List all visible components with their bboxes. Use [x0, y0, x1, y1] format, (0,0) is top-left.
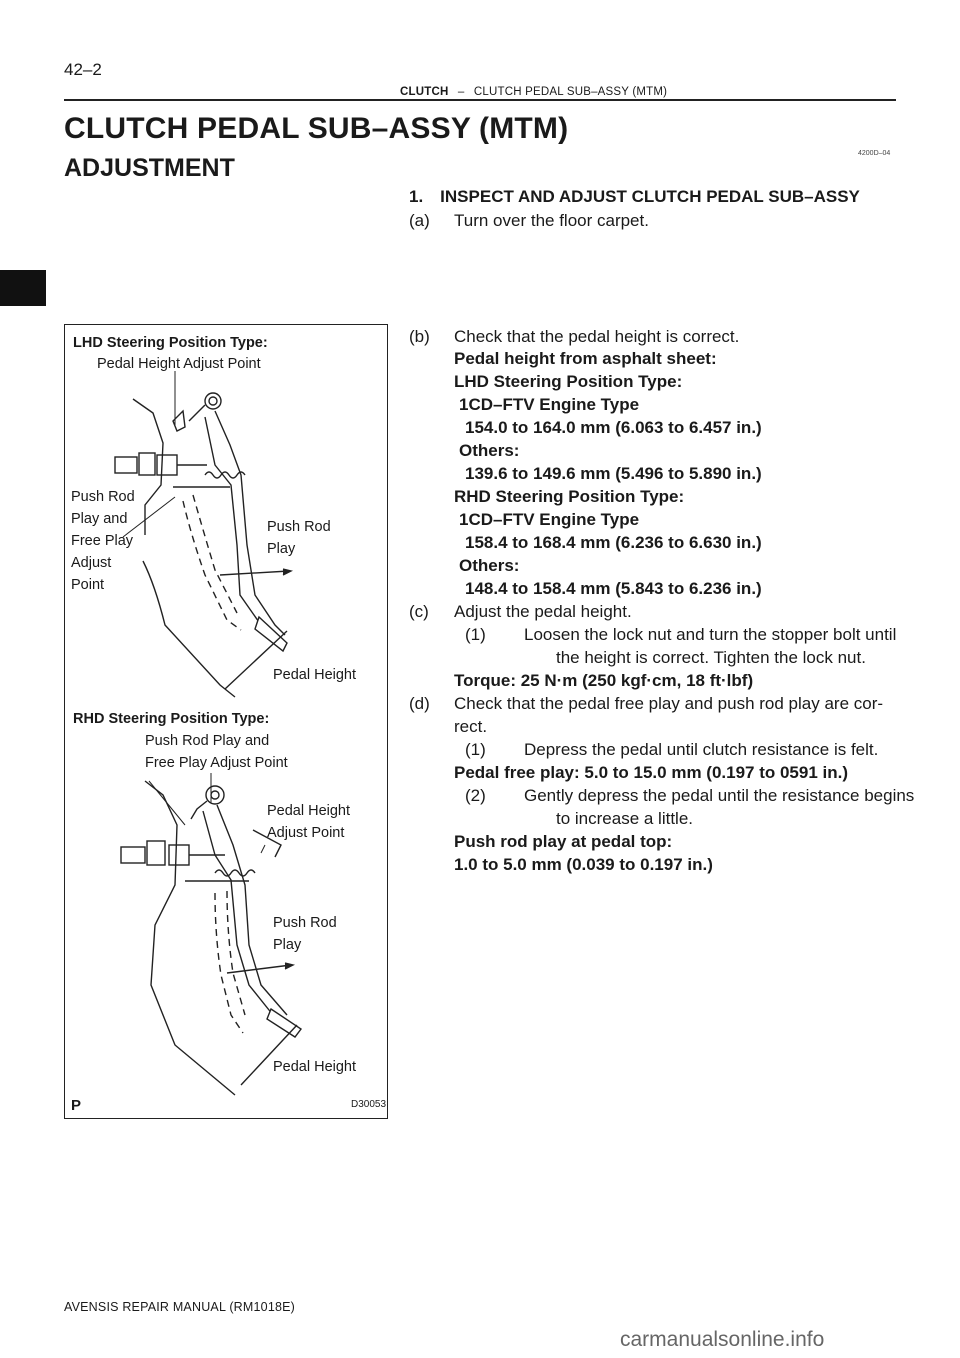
step-c1-text: Loosen the lock nut and turn the stopper bolt until — [524, 625, 897, 644]
pedal-illustration — [64, 324, 388, 1119]
rhd-floor-line — [145, 781, 235, 1095]
header-separator: – — [457, 86, 465, 98]
spec-lhd-others: Others: — [459, 441, 520, 460]
step-a-text: Turn over the floor carpet. — [454, 211, 649, 230]
step-1-heading: 1. INSPECT AND ADJUST CLUTCH PEDAL SUB–ASSY — [409, 187, 860, 206]
step-c1-text-cont: the height is correct. Tighten the lock nut. — [556, 648, 866, 667]
rhd-pedal-pad — [267, 1009, 301, 1037]
lhd-push-rod-play-label-2: Play — [267, 541, 296, 557]
rhd-height-adjust-label-1: Pedal Height — [267, 803, 351, 819]
rhd-height-adjust-leader — [261, 845, 265, 853]
step-c1-label: (1) — [465, 625, 486, 644]
spec-lhd-1cd-value: 154.0 to 164.0 mm (6.063 to 6.457 in.) — [465, 418, 762, 437]
lhd-title: LHD Steering Position Type: — [73, 335, 268, 351]
spec-title: Pedal height from asphalt sheet: — [454, 349, 717, 368]
step-d2-text-cont: to increase a little. — [556, 809, 694, 828]
lhd-floor-line — [143, 561, 235, 697]
lhd-push-rod-adjust-label-4: Adjust — [71, 555, 112, 571]
step-d1-text: Depress the pedal until clutch resistance is felt. — [524, 740, 879, 759]
lhd-depressed-pedal — [183, 501, 241, 630]
footer: AVENSIS REPAIR MANUAL (RM1018E) — [64, 1300, 296, 1314]
step-d-label: (d) — [409, 694, 430, 713]
torque-spec: Torque: 25 N·m (250 kgf·cm, 18 ft·lbf) — [454, 671, 754, 690]
running-header — [400, 86, 667, 98]
step-a-label: (a) — [409, 211, 430, 230]
rhd-master-cylinder — [121, 847, 145, 863]
rhd-depressed-pedal — [215, 893, 243, 1033]
rhd-push-rod-play-label-1: Push Rod — [273, 915, 337, 931]
spec-lhd: LHD Steering Position Type: — [454, 372, 683, 391]
push-rod-spec-title: Push rod play at pedal top: — [454, 832, 673, 851]
push-rod-spec-value: 1.0 to 5.0 mm (0.039 to 0.197 in.) — [454, 855, 713, 874]
step-b-text: Check that the pedal height is correct. — [454, 327, 740, 346]
step-c-label: (c) — [409, 602, 429, 621]
document-code: 4200D–04 — [858, 150, 891, 157]
step-d-text: Check that the pedal free play and push rod play are cor- — [454, 694, 884, 713]
lhd-pivot-spring — [205, 393, 221, 409]
lhd-pedal-height-adjust-label: Pedal Height Adjust Point — [97, 356, 261, 372]
lhd-push-rod-adjust-label-2: Play and — [71, 511, 128, 527]
rhd-title: RHD Steering Position Type: — [73, 711, 270, 727]
watermark: carmanualsonline.info — [620, 1328, 825, 1351]
lhd-pedal-height-label: Pedal Height — [273, 667, 357, 683]
header-section: CLUTCH — [400, 86, 449, 98]
step-d-text-cont: rect. — [454, 717, 488, 736]
lhd-master-cylinder — [115, 457, 137, 473]
step-d2-text: Gently depress the pedal until the resistance begins — [524, 786, 915, 805]
spec-lhd-1cd: 1CD–FTV Engine Type — [459, 395, 640, 414]
lhd-play-arrow-line — [220, 571, 289, 575]
rhd-height-adjust-label-2: Adjust Point — [267, 825, 345, 841]
spec-rhd-others: Others: — [459, 556, 520, 575]
section-title: ADJUSTMENT — [64, 154, 235, 182]
figure-code: D30053 — [351, 1099, 387, 1110]
section-tab — [0, 270, 46, 306]
step-d1-label: (1) — [465, 740, 486, 759]
spec-rhd-1cd-value: 158.4 to 168.4 mm (6.236 to 6.630 in.) — [465, 533, 762, 552]
spec-lhd-others-value: 139.6 to 149.6 mm (5.496 to 5.890 in.) — [465, 464, 762, 483]
header-rule — [64, 99, 896, 101]
header-subsection: CLUTCH PEDAL SUB–ASSY (MTM) — [473, 86, 668, 98]
rhd-return-spring — [215, 870, 255, 876]
rhd-adjust-label-2: Free Play Adjust Point — [145, 755, 288, 771]
lhd-push-rod-adjust-label-3: Free Play — [71, 533, 134, 549]
lhd-push-rod-play-label-1: Push Rod — [267, 519, 331, 535]
lhd-push-rod-adjust-label-5: Point — [71, 577, 105, 593]
rhd-push-rod-play-label-2: Play — [273, 937, 302, 953]
figure-corner-mark: P — [71, 1097, 82, 1114]
page-number: 42–2 — [64, 60, 102, 79]
rhd-pedal-height-label: Pedal Height — [273, 1059, 357, 1075]
step-d2-label: (2) — [465, 786, 486, 805]
page-title: CLUTCH PEDAL SUB–ASSY (MTM) — [64, 112, 569, 145]
free-play-spec: Pedal free play: 5.0 to 15.0 mm (0.197 to 0591 in.) — [454, 763, 849, 782]
rhd-pivot-spring — [206, 786, 224, 804]
rhd-adjust-label-1: Push Rod Play and — [145, 733, 270, 749]
rhd-play-arrow-line — [227, 965, 291, 973]
spec-rhd-1cd: 1CD–FTV Engine Type — [459, 510, 640, 529]
spec-rhd-others-value: 148.4 to 158.4 mm (5.843 to 6.236 in.) — [465, 579, 762, 598]
spec-rhd: RHD Steering Position Type: — [454, 487, 685, 506]
lhd-push-rod-adjust-label-1: Push Rod — [71, 489, 135, 505]
step-c-text: Adjust the pedal height. — [454, 602, 632, 621]
step-b-label: (b) — [409, 327, 430, 346]
